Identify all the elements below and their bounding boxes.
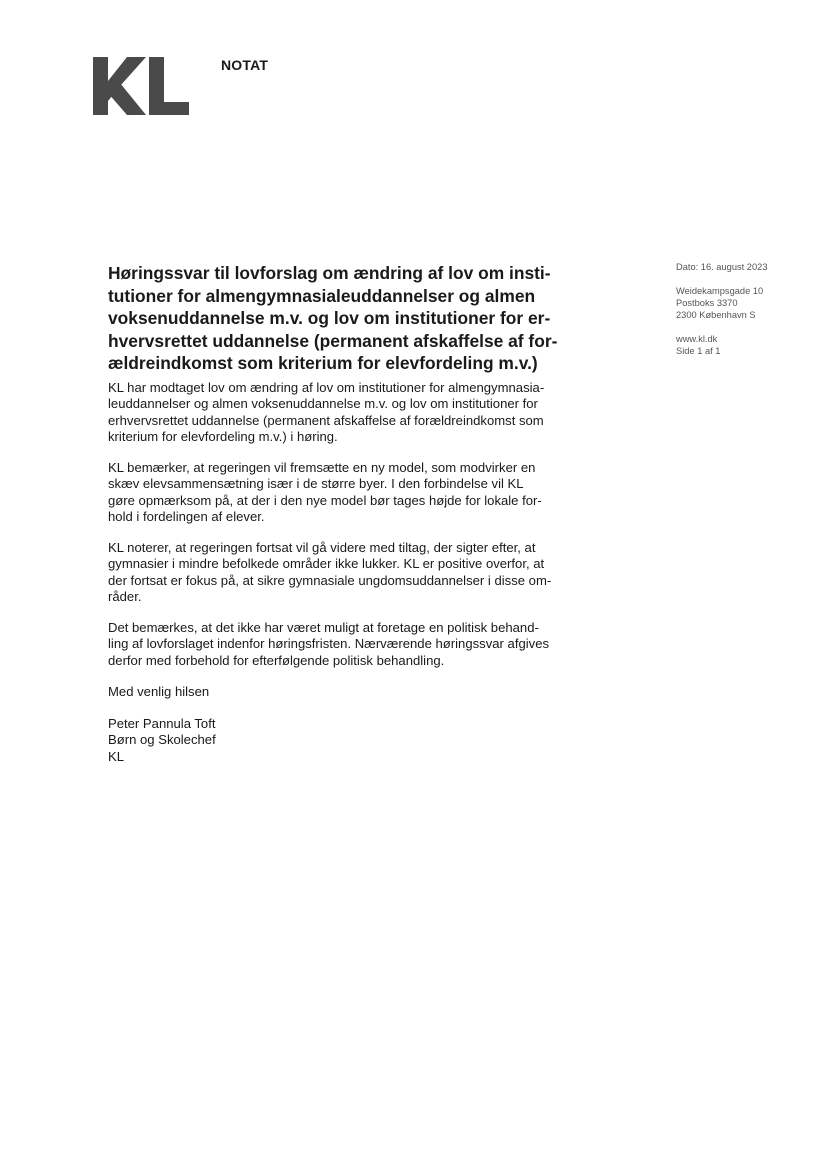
kl-logo — [93, 57, 189, 115]
text-line: der fortsat er fokus på, at sikre gymnasiale ungdomsuddannelser i disse om- — [108, 572, 552, 588]
text-line: Det bemærkes, at det ikke har været muligt at foretage en politisk behand- — [108, 620, 539, 635]
signature-title: Børn og Skolechef — [108, 732, 216, 748]
text-line: hold i fordelingen af elever. — [108, 508, 265, 524]
title-line: voksenuddannelse m.v. og lov om institutioner for er- — [108, 308, 551, 328]
address-box: Postboks 3370 — [676, 298, 738, 308]
title-line: Høringssvar til lovforslag om ændring af lov om insti- — [108, 263, 551, 283]
website-link[interactable]: www.kl.dk — [676, 334, 718, 344]
text-line: skæv elevsammensætning især i de større byer. I den forbindelse vil KL — [108, 476, 524, 492]
text-line: erhvervsrettet uddannelse (permanent afskaffelse af forældreindkomst som — [108, 412, 544, 428]
text-line: KL har modtaget lov om ændring af lov om institutioner for almengymnasia- — [108, 380, 545, 395]
address-street: Weidekampsgade 10 — [676, 286, 764, 296]
document-type-label: NOTAT — [221, 57, 269, 73]
text-line: gymnasier i mindre befolkede områder ikke lukker. KL er positive overfor, at — [108, 556, 545, 572]
text-line: KL bemærker, at regeringen vil fremsætte en ny model, som modvirker en — [108, 460, 536, 475]
paragraph-intro — [108, 380, 578, 445]
paragraph-model-remark — [108, 460, 578, 525]
page-number: Side 1 af 1 — [676, 346, 721, 356]
signature-block — [108, 716, 578, 765]
document-title — [108, 262, 578, 375]
title-line: hvervsrettet uddannelse (permanent afskaffelse af for- — [108, 330, 558, 351]
text-line: derfor med forbehold for efterfølgende politisk behandling. — [108, 652, 445, 668]
sidebar-metadata — [676, 261, 806, 357]
signature-organization: KL — [108, 748, 125, 764]
text-line: KL noterer, at regeringen fortsat vil gå videre med tiltag, der sigter efter, at — [108, 540, 536, 555]
title-line: tutioner for almengymnasialeuddannelser og almen — [108, 285, 536, 306]
signature-name: Peter Pannula Toft — [108, 716, 216, 731]
date-label: Dato: 16. august 2023 — [676, 262, 768, 272]
text-line: ling af lovforslaget indenfor høringsfristen. Nærværende høringssvar afgives — [108, 636, 550, 652]
text-line: leuddannelser og almen voksenuddannelse m.v. og lov om institutioner for — [108, 396, 538, 412]
address-city: 2300 København S — [676, 310, 756, 320]
text-line: kriterium for elevfordeling m.v.) i høring. — [108, 428, 338, 444]
paragraph-political-reservation — [108, 620, 578, 669]
text-line: Med venlig hilsen — [108, 684, 210, 699]
paragraph-gymnasier-note — [108, 540, 578, 605]
title-line: ældreindkomst som kriterium for elevfordeling m.v.) — [108, 353, 538, 373]
text-line: råder. — [108, 588, 142, 604]
closing-greeting — [108, 684, 578, 700]
text-line: gøre opmærksom på, at der i den nye model bør tages højde for lokale for- — [108, 492, 542, 508]
